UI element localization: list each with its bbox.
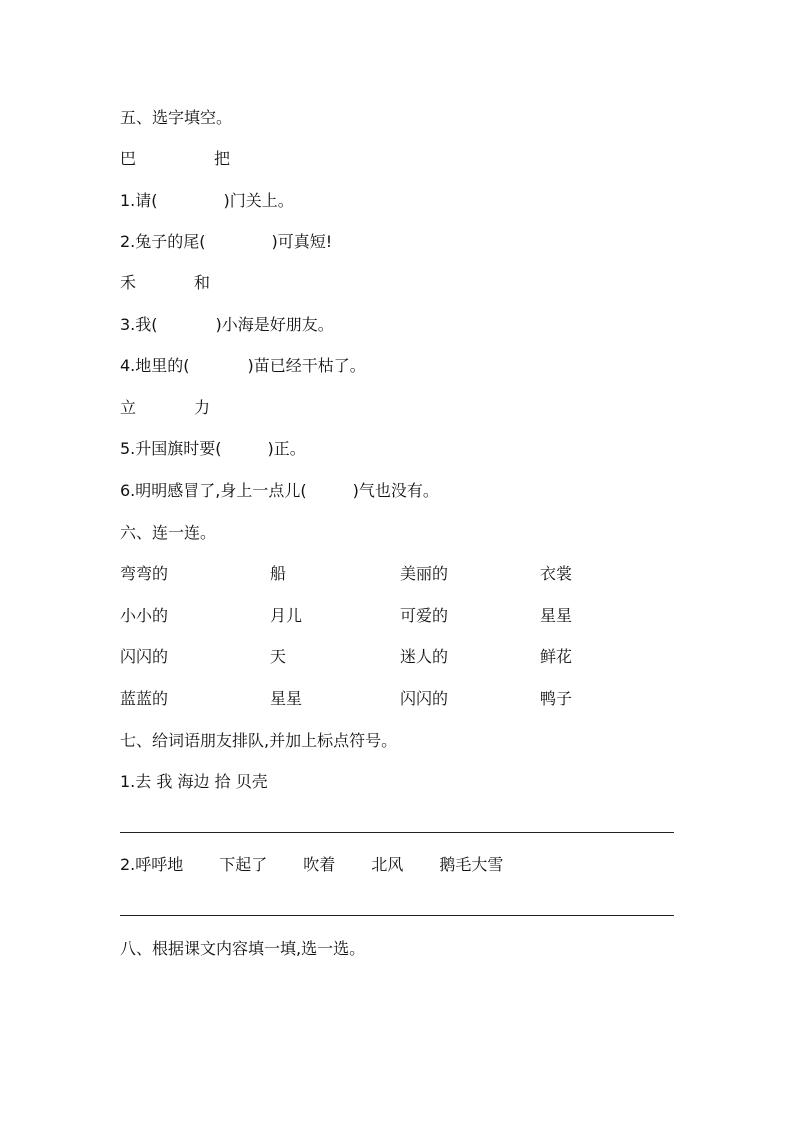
fill-item-4: [120, 355, 366, 377]
match-word[interactable]: 鲜花: [540, 647, 573, 666]
choice-char: 和: [194, 273, 211, 292]
word-tile: 下起了: [219, 855, 268, 874]
word-tile: 呼呼地: [135, 855, 184, 874]
fill-item-text: 1.请(: [120, 191, 158, 210]
fill-item-text: 3.我(: [120, 315, 158, 334]
word-tile: 贝壳: [235, 772, 268, 791]
fill-item-text: )正。: [267, 439, 306, 458]
choice-char: 禾: [120, 273, 137, 292]
word-tile: 我: [156, 772, 173, 791]
fill-item-text: 2.兔子的尾(: [120, 232, 206, 251]
match-word[interactable]: 月儿: [270, 606, 303, 625]
word-tile: 吹着: [303, 855, 336, 874]
match-word[interactable]: 星星: [270, 689, 303, 708]
item-number: 2.: [120, 855, 136, 874]
item-number: 1.: [120, 772, 136, 791]
choice-char: 巴: [120, 149, 137, 168]
match-word[interactable]: 船: [270, 564, 287, 583]
section5-heading: 五、选字填空。: [120, 108, 233, 127]
sentence-item-1: [120, 771, 268, 793]
word-tile: 去: [135, 772, 152, 791]
sentence-item-2: [120, 854, 503, 876]
fill-item-2: [120, 231, 332, 253]
choice-pair-3: [120, 397, 210, 419]
choice-char: 把: [214, 149, 231, 168]
fill-item-3: [120, 314, 334, 336]
fill-item-text: )门关上。: [223, 191, 294, 210]
answer-line[interactable]: [120, 832, 674, 833]
fill-item-text: )苗已经干枯了。: [247, 356, 366, 375]
match-word[interactable]: 迷人的: [400, 647, 449, 666]
fill-item-text: )小海是好朋友。: [215, 315, 334, 334]
fill-item-text: 5.升国旗时要(: [120, 439, 222, 458]
match-word[interactable]: 星星: [540, 606, 573, 625]
match-word[interactable]: 闪闪的: [120, 647, 169, 666]
choice-char: 立: [120, 398, 137, 417]
match-word[interactable]: 蓝蓝的: [120, 689, 169, 708]
match-word[interactable]: 可爱的: [400, 606, 449, 625]
fill-item-text: 4.地里的(: [120, 356, 190, 375]
fill-item-text: )可真短!: [271, 232, 333, 251]
word-tile: 北风: [371, 855, 404, 874]
fill-item-text: 6.明明感冒了,身上一点儿(: [120, 481, 307, 500]
fill-item-text: )气也没有。: [352, 481, 439, 500]
match-word[interactable]: 闪闪的: [400, 689, 449, 708]
choice-pair-2: [120, 272, 210, 294]
match-word[interactable]: 小小的: [120, 606, 169, 625]
section8-heading: 八、根据课文内容填一填,选一选。: [120, 939, 366, 958]
answer-line[interactable]: [120, 915, 674, 916]
choice-char: 力: [194, 398, 211, 417]
match-word[interactable]: 弯弯的: [120, 564, 169, 583]
match-word[interactable]: 鸭子: [540, 689, 573, 708]
match-word[interactable]: 天: [270, 647, 287, 666]
word-tile: 鹅毛大雪: [439, 855, 504, 874]
match-word[interactable]: 美丽的: [400, 564, 449, 583]
fill-item-5: [120, 438, 306, 460]
word-tile: 海边: [177, 772, 210, 791]
fill-item-1: [120, 190, 294, 212]
section6-heading: 六、连一连。: [120, 523, 217, 542]
word-tile: 拾: [214, 772, 231, 791]
match-word[interactable]: 衣裳: [540, 564, 573, 583]
choice-pair-1: [120, 148, 230, 170]
section7-heading: 七、给词语朋友排队,并加上标点符号。: [120, 731, 398, 750]
fill-item-6: [120, 480, 439, 502]
